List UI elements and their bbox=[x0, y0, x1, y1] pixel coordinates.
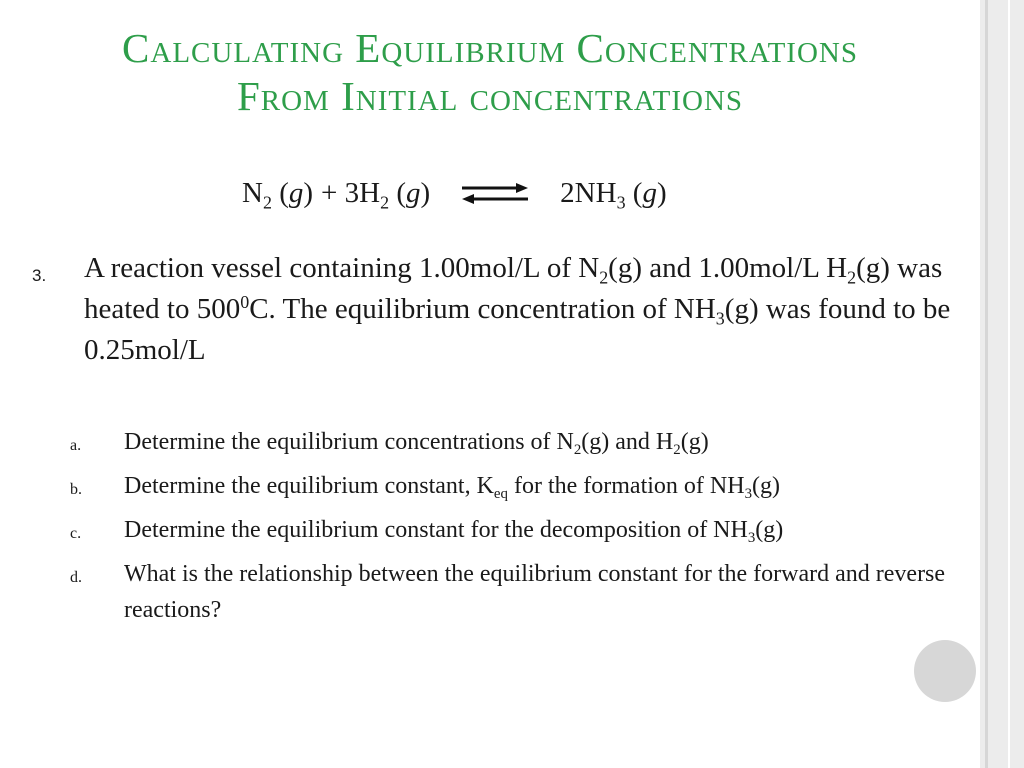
question-text: Determine the equilibrium constant, $K_{eq}$ for the formation of $NH_3(g)$ bbox=[124, 473, 780, 503]
question-marker: c. bbox=[70, 525, 82, 542]
question-text: Determine the equilibrium constant for the decomposition of $NH_3(g)$ bbox=[124, 517, 784, 547]
product-nh3: $2NH_3$ (g) bbox=[560, 176, 667, 212]
reactant-n2: $N_2$ (g) bbox=[242, 176, 314, 212]
question-text: Determine the equilibrium concentrations of $N_2(g)$ and $H_2(g)$ bbox=[124, 429, 709, 459]
question-d bbox=[70, 556, 970, 628]
chemical-equation bbox=[242, 170, 667, 216]
question-c bbox=[70, 512, 970, 552]
rail-highlight bbox=[1008, 0, 1010, 768]
title-line-2: From Initial concentrations bbox=[236, 73, 744, 119]
question-marker: d. bbox=[70, 569, 82, 586]
question-text: What is the relationship between the equilibrium constant for the forward and reverse reactions? bbox=[124, 561, 946, 623]
question-b bbox=[70, 468, 970, 508]
question-marker: b. bbox=[70, 481, 82, 498]
problem-number: 3. bbox=[32, 266, 47, 285]
rail-divider bbox=[985, 0, 988, 768]
problem-statement: A reaction vessel containing 1.00mol/L of $N_2(g)$ and 1.00mol/L $H_2(g)$ was heated to $500^0C$. The equilibrium concentration of $NH_3(g)$ was found to be 0.25mol/L bbox=[84, 252, 951, 366]
question-list bbox=[70, 424, 970, 632]
title-line-1: Calculating Equilibrium Concentrations bbox=[122, 25, 858, 71]
slide-title bbox=[20, 24, 960, 120]
reactant-h2: + $3H_2$ (g) bbox=[321, 176, 431, 212]
equilibrium-arrows-icon bbox=[460, 178, 530, 208]
decorative-circle bbox=[914, 640, 976, 702]
question-marker: a. bbox=[70, 437, 82, 454]
question-a bbox=[70, 424, 970, 464]
